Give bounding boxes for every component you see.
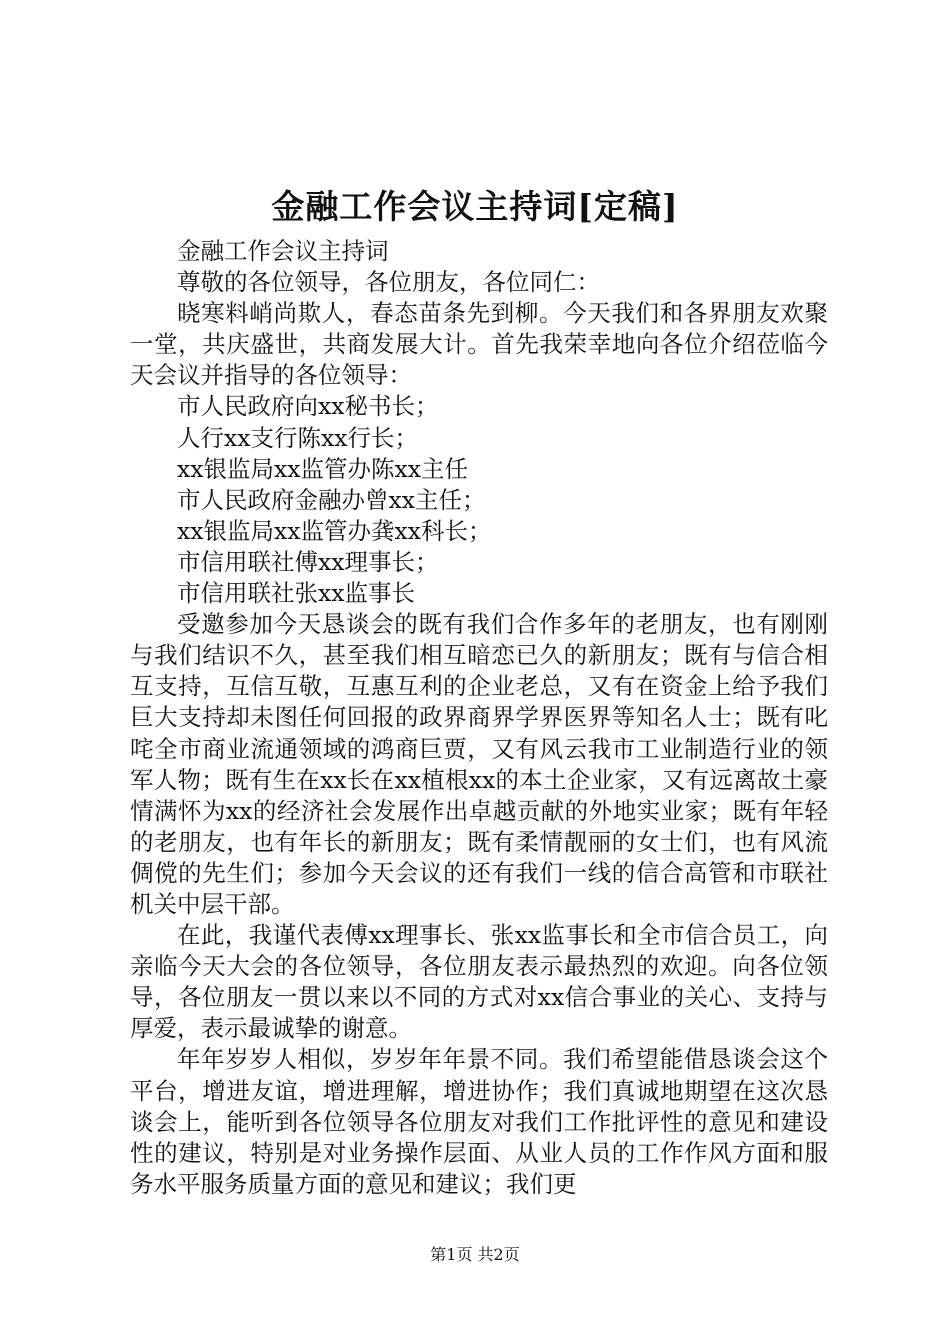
paragraph-opening: 晓寒料峭尚欺人，春态苗条先到柳。今天我们和各界朋友欢聚一堂，共庆盛世，共商发展大计。首先我荣幸地向各位介绍莅临今天会议并指导的各位领导： — [130, 299, 828, 390]
paragraph-guest-7: 市信用联社张xx监事长 — [177, 579, 416, 608]
paragraph-invited-guests: 受邀参加今天恳谈会的既有我们合作多年的老朋友，也有刚刚与我们结识不久，甚至我们相互暗恋已久的新朋友；既有与信合相互支持，互信互敬，互惠互利的企业老总，又有在资金上给予我们巨大支持却未图任何回报的政界商界学界医界等知名人士；既有叱咤全市商业流通领域的鸿商巨贾，又有风云我市工业制造行业的领军人物；既有生在xx长在xx植根xx的本土企业家，又有远离故土豪情满怀为xx的经济社会发展作出卓越贡献的外地实业家；既有年轻的老朋友，也有年长的新朋友；既有柔情靓丽的女士们，也有风流倜傥的先生们；参加今天会议的还有我们一线的信合高管和市联社机关中层干部。 — [130, 610, 828, 918]
paragraph-guest-4: 市人民政府金融办曾xx主任； — [177, 485, 486, 514]
paragraph-guest-1: 市人民政府向xx秘书长； — [177, 392, 439, 421]
paragraph-heading: 金融工作会议主持词 — [177, 237, 389, 265]
paragraph-guest-2: 人行xx支行陈xx行长； — [177, 423, 419, 452]
paragraph-guest-5: xx银监局xx监管办龚xx科长； — [177, 516, 492, 545]
paragraph-hopes: 年年岁岁人相似，岁岁年年景不同。我们希望能借恳谈会这个平台，增进友谊，增进理解，增进协作；我们真诚地期望在这次恳谈会上，能听到各位领导各位朋友对我们工作批评性的意见和建设性的建议，特别是对业务操作层面、从业人员的工作作风方面和服务水平服务质量方面的意见和建议；我们更 — [130, 1045, 828, 1198]
document-body — [130, 236, 828, 1200]
document-title: 金融工作会议主持词[定稿] — [271, 187, 679, 226]
paragraph-salutation: 尊敬的各位领导，各位朋友，各位同仁： — [177, 268, 600, 297]
page-footer: 第1页 共2页 — [430, 1245, 520, 1264]
paragraph-guest-6: 市信用联社傅xx理事长； — [177, 547, 439, 576]
paragraph-guest-3: xx银监局xx监管办陈xx主任 — [177, 454, 469, 483]
paragraph-welcome: 在此，我谨代表傅xx理事长、张xx监事长和全市信合员工，向亲临今天大会的各位领导，各位朋友表示最热烈的欢迎。向各位领导，各位朋友一贯以来以不同的方式对xx信合事业的关心、支持与厚爱，表示最诚挚的谢意。 — [130, 921, 828, 1043]
